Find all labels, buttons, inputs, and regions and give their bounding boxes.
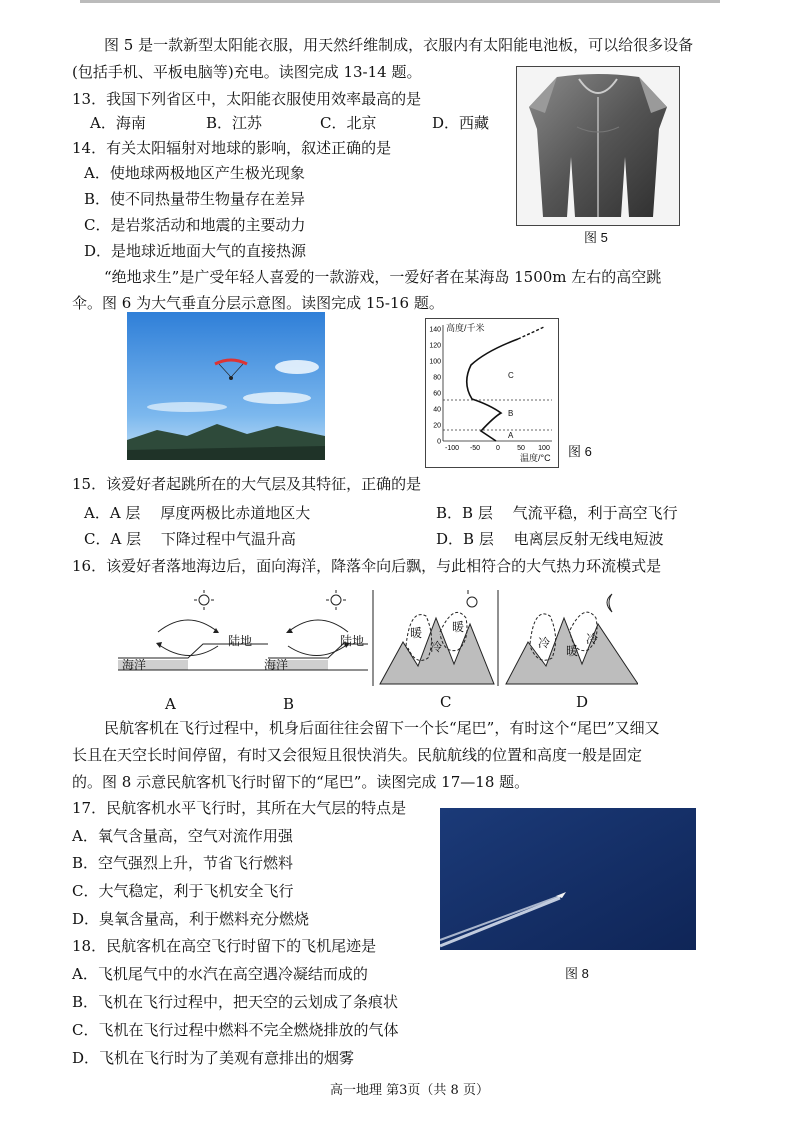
intro-3-line-3: 的。图 8 示意民航客机飞行时留下的“尾巴”。读图完成 17—18 题。 [72, 773, 530, 791]
q15-option-a: A．A 层 厚度两极比赤道地区大 [84, 504, 311, 522]
panel-b-sea: 海洋 [264, 658, 289, 672]
panel-d-warm: 暖 [566, 644, 579, 658]
y-tick-label: 60 [433, 390, 441, 398]
layer-c-label: C [508, 371, 514, 380]
q14-option-a: A．使地球两极地区产生极光现象 [84, 164, 305, 182]
x-tick-label: -50 [469, 445, 481, 452]
q13-option-d: D．西藏 [432, 114, 490, 132]
y-tick-label: 20 [433, 422, 441, 430]
q15-option-d: D．B 层 电离层反射无线电短波 [436, 530, 664, 548]
intro-1-line-1: 图 5 是一款新型太阳能衣服，用天然纤维制成，衣服内有太阳能电池板，可以给很多设备 [104, 36, 694, 54]
y-tick-label: 120 [429, 342, 441, 350]
intro-2-line-2: 伞。图 6 为大气垂直分层示意图。读图完成 15-16 题。 [72, 294, 444, 312]
q13-option-b: B．江苏 [206, 114, 263, 132]
page-footer: 高一地理 第3页（共 8 页） [330, 1083, 489, 1098]
q13-stem: 13．我国下列省区中，太阳能衣服使用效率最高的是 [72, 90, 422, 108]
top-cut-line [80, 0, 720, 9]
q17-option-a: A．氧气含量高，空气对流作用强 [72, 827, 293, 845]
figure-5-caption: 图 5 [584, 230, 608, 245]
circulation-panel-d [506, 594, 638, 684]
intro-3-line-2: 长且在天空长时间停留，有时又会很短且很快消失。民航航线的位置和高度一般是固定 [72, 746, 643, 764]
q15-stem: 15．该爱好者起跳所在的大气层及其特征，正确的是 [72, 475, 422, 493]
panel-c-warm-left: 暖 [410, 626, 423, 640]
layer-b-label: B [508, 409, 514, 418]
intro-1-line-2: (包括手机、平板电脑等)充电。读图完成 13-14 题。 [72, 63, 422, 81]
circulation-diagrams [118, 588, 638, 688]
panel-a-sea: 海洋 [122, 658, 147, 672]
y-tick-label: 80 [433, 374, 441, 382]
panel-d-letter: D [576, 693, 589, 711]
panel-d-cold-left: 冷 [538, 636, 551, 650]
figure-8-caption: 图 8 [565, 966, 589, 981]
q17-stem: 17．民航客机水平飞行时，其所在大气层的特点是 [72, 799, 407, 817]
q14-stem: 14．有关太阳辐射对地球的影响，叙述正确的是 [72, 139, 392, 157]
q14-option-d: D．是地球近地面大气的直接热源 [84, 242, 307, 260]
intro-2-line-1: “绝地求生”是广受年轻人喜爱的一款游戏，一爱好者在某海岛 1500m 左右的高空跳 [104, 268, 662, 286]
q15-option-b: B．B 层 气流平稳，利于高空飞行 [436, 504, 678, 522]
x-tick-label: -100 [444, 445, 460, 452]
y-tick-label: 100 [429, 358, 441, 366]
panel-c-cold: 冷 [430, 640, 443, 654]
panel-a-land: 陆地 [228, 634, 253, 648]
q18-option-d: D．飞机在飞行时为了美观有意排出的烟雾 [72, 1049, 355, 1067]
q18-option-b: B．飞机在飞行过程中，把天空的云划成了条痕状 [72, 993, 399, 1011]
q16-stem: 16．该爱好者落地海边后，面向海洋，降落伞向后飘，与此相符合的大气热力环流模式是 [72, 557, 662, 575]
x-axis-title: 温度/°C [520, 453, 551, 463]
q18-option-a: A．飞机尾气中的水汽在高空遇冷凝结而成的 [72, 965, 368, 983]
q14-option-b: B．使不同热量带生物量存在差异 [84, 190, 306, 208]
panel-c-letter: C [440, 693, 452, 711]
x-tick-label: 50 [517, 445, 525, 452]
q15-option-c: C．A 层 下降过程中气温升高 [84, 530, 296, 548]
y-tick-label: 140 [429, 326, 441, 334]
q13-option-a: A．海南 [90, 114, 146, 132]
panel-a-letter: A [165, 695, 176, 713]
circulation-panel-c [380, 590, 494, 684]
x-tick-label: 100 [538, 445, 550, 452]
q17-option-d: D．臭氧含量高，利于燃料充分燃烧 [72, 910, 310, 928]
y-tick-label: 0 [437, 438, 441, 446]
panel-b-land: 陆地 [340, 634, 365, 648]
contrail-photo [440, 808, 696, 950]
panel-c-warm-right: 暖 [452, 620, 465, 634]
atmosphere-layer-chart [425, 318, 559, 468]
figure-6-caption: 图 6 [568, 444, 592, 459]
q18-option-c: C．飞机在飞行过程中燃料不完全燃烧排放的气体 [72, 1021, 399, 1039]
temperature-curve [467, 339, 518, 441]
temperature-curve-dashed [518, 327, 544, 339]
panel-d-cold-right: 冷 [586, 632, 599, 646]
q14-option-c: C．是岩浆活动和地震的主要动力 [84, 216, 306, 234]
layer-a-label: A [508, 431, 514, 440]
panel-b-letter: B [283, 695, 295, 713]
y-tick-label: 40 [433, 406, 441, 414]
q18-stem: 18．民航客机在高空飞行时留下的飞机尾迹是 [72, 937, 377, 955]
q13-option-c: C．北京 [320, 114, 377, 132]
y-axis-title: 高度/千米 [446, 323, 485, 333]
paragliding-photo [127, 312, 325, 460]
q17-option-c: C．大气稳定，利于飞机安全飞行 [72, 882, 294, 900]
x-tick-label: 0 [496, 445, 500, 452]
solar-jacket-image [516, 66, 680, 226]
q17-option-b: B．空气强烈上升，节省飞行燃料 [72, 854, 294, 872]
intro-3-line-1: 民航客机在飞行过程中，机身后面往往会留下一个长“尾巴”，有时这个“尾巴”又细又 [104, 719, 660, 737]
